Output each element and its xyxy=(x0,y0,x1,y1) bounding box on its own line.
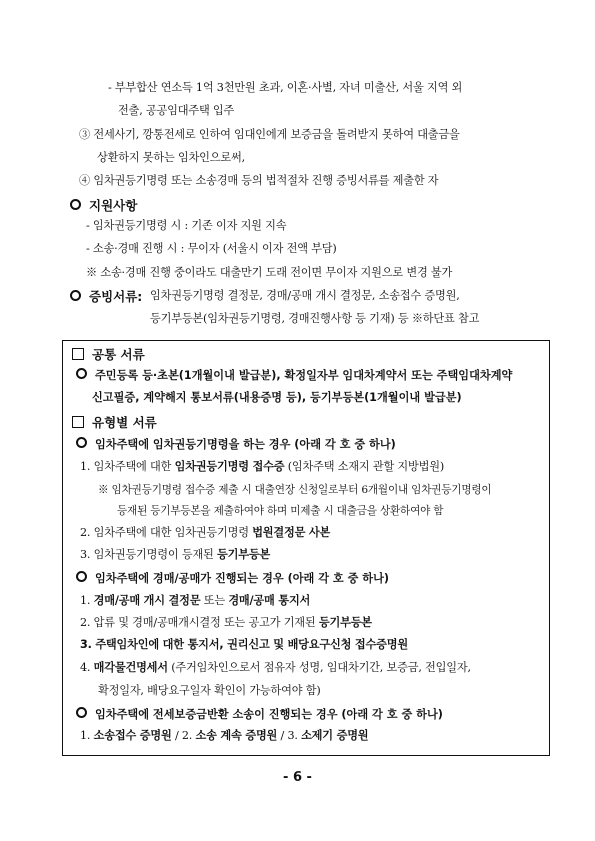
checkbox-square-icon xyxy=(72,348,84,360)
text-line: - 부부합산 연소득 1억 3천만원 초과, 이혼·사별, 자녀 미출산, 서울 지역 외 xyxy=(108,81,463,94)
text-line: ※ 임차권등기명령 접수증 제출 시 대출연장 신청일로부터 6개월이내 임차권등기명령이 xyxy=(98,484,492,496)
text-line: - 임차권등기명령 시 : 기존 이자 지원 지속 xyxy=(86,219,287,232)
type1-heading: 임차주택에 임차권등기명령을 하는 경우 (아래 각 호 중 하나) xyxy=(76,436,396,452)
bullet-icon xyxy=(70,290,81,301)
bullet-icon xyxy=(76,368,87,379)
bullet-icon xyxy=(76,437,87,448)
text-line: - 소송·경매 진행 시 : 무이자 (서울시 이자 전액 부담) xyxy=(86,242,337,255)
bullet-icon xyxy=(70,199,81,210)
text-line: 상환하지 못하는 임차인으로써, xyxy=(97,151,245,164)
common-docs-line: 신고필증, 계약해지 통보서류(내용증명 등), 등기부등본(1개월이내 발급분) xyxy=(92,391,462,404)
text-line: 4. 매각물건명세서 (주거임차인으로서 점유자 성명, 임대차기간, 보증금, 전입일자, xyxy=(80,661,471,674)
text-line: 1. 임차주택에 대한 임차권등기명령 접수증 (임차주택 소재지 관할 지방법원) xyxy=(80,460,445,473)
text-line: 전출, 공공임대주택 입주 xyxy=(118,104,235,117)
text-line: ④ 임차권등기명령 또는 소송경매 등의 법적절차 진행 증빙서류를 제출한 자 xyxy=(79,174,439,187)
text-line: 확정일자, 배당요구일자 확인이 가능하여야 함) xyxy=(98,684,321,697)
text-line: 3. 주택임차인에 대한 통지서, 권리신고 및 배당요구신청 접수증명원 xyxy=(80,638,408,651)
common-docs-line: 주민등록 등·초본(1개월이내 발급분), 확정일자부 임대차계약서 또는 주택임대차계약 xyxy=(76,367,512,383)
text-line: ※ 소송·경매 진행 중이라도 대출만기 도래 전이면 무이자 지원으로 변경 불가 xyxy=(86,266,453,279)
support-heading: 지원사항 xyxy=(70,196,137,214)
checkbox-square-icon xyxy=(72,416,84,428)
text-line: ③ 전세사기, 깡통전세로 인하여 임대인에게 보증금을 돌려받지 못하여 대출금을 xyxy=(79,128,460,141)
bullet-icon xyxy=(76,571,87,582)
bullet-icon xyxy=(76,707,87,718)
type3-heading: 임차주택에 전세보증금반환 소송이 진행되는 경우 (아래 각 호 중 하나) xyxy=(76,706,443,722)
text-line: 등기부등본(임차권등기명령, 경매진행사항 등 기재) 등 ※하단표 참고 xyxy=(150,312,480,325)
text-line: 1. 경매/공매 개시 결정문 또는 경매/공매 통지서 xyxy=(80,594,311,607)
text-line: 임차권등기명령 결정문, 경매/공매 개시 결정문, 소송접수 증명원, xyxy=(150,289,460,302)
text-line: 등재된 등기부등본을 제출하여야 하며 미제출 시 대출금을 상환하여야 함 xyxy=(117,505,444,517)
evidence-heading: 증빙서류: xyxy=(70,287,142,305)
text-line: 2. 압류 및 경매/공매개시결정 또는 공고가 기재된 등기부등본 xyxy=(80,616,372,629)
page-number: - 6 - xyxy=(283,770,312,785)
type2-heading: 임차주택에 경매/공매가 진행되는 경우 (아래 각 호 중 하나) xyxy=(76,570,389,586)
text-line: 1. 소송접수 증명원 / 2. 소송 계속 증명원 / 3. 소제기 증명원 xyxy=(80,729,369,742)
common-docs-heading: 공통 서류 xyxy=(72,345,145,363)
text-line: 3. 임차권등기명령이 등재된 등기부등본 xyxy=(80,548,271,561)
type-docs-heading: 유형별 서류 xyxy=(72,413,157,431)
text-line: 2. 임차주택에 대한 임차권등기명령 법원결정문 사본 xyxy=(80,526,331,539)
